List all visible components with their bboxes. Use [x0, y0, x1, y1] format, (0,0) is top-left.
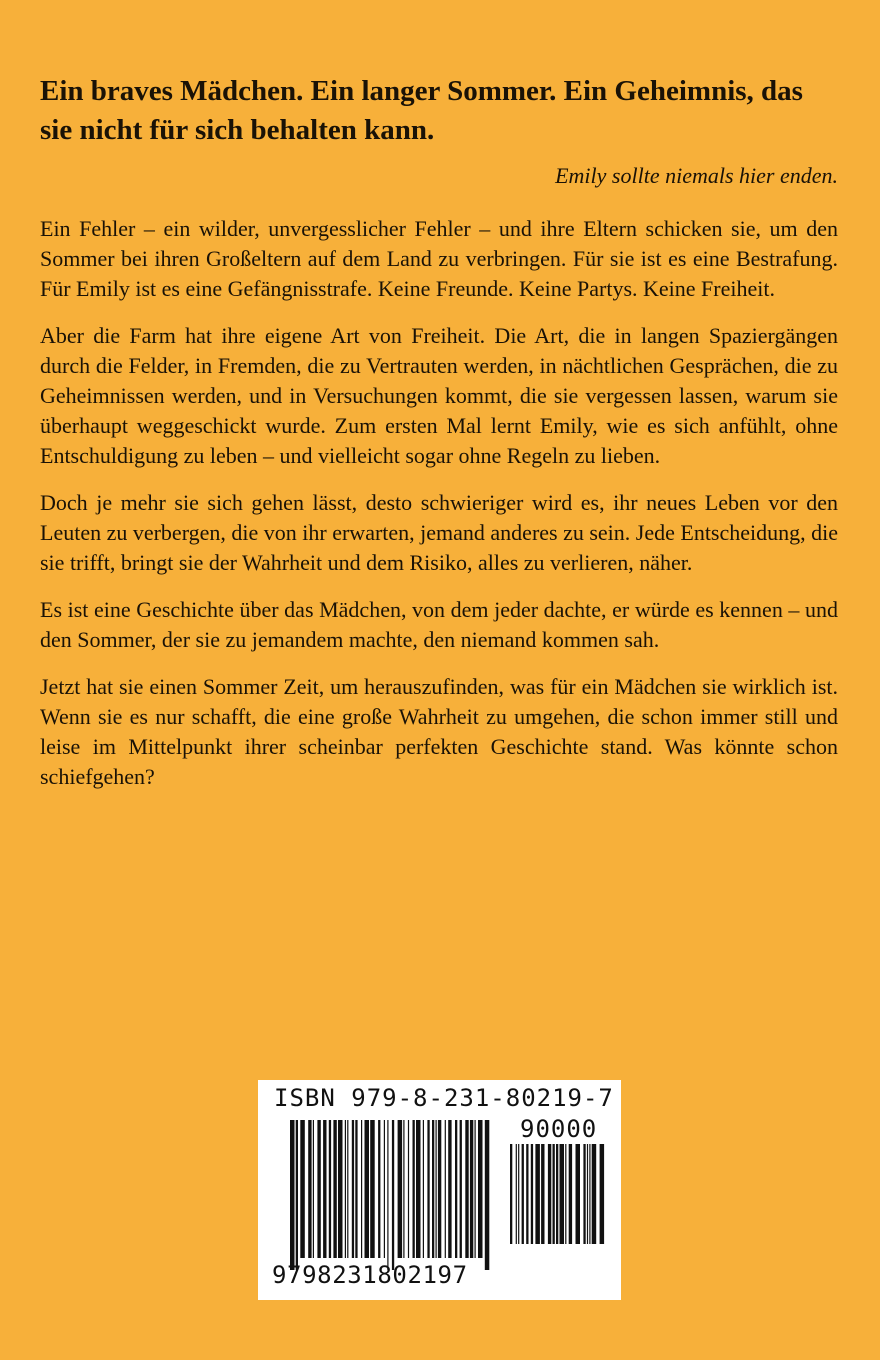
barcode-bar [560, 1144, 565, 1244]
barcode-bar [347, 1120, 348, 1258]
blurb-paragraph: Es ist eine Geschichte über das Mädchen, von dem jeder dachte, er würde es kennen – und den Sommer, der sie zu jemandem machte, den niemand kommen sah. [40, 597, 838, 652]
barcode-bar [323, 1120, 326, 1258]
barcode-bar [548, 1144, 551, 1244]
barcode-bar [432, 1120, 434, 1258]
blurb-paragraph: Doch je mehr sie sich gehen lässt, desto schwieriger wird es, ihr neues Leben vor den Leuten zu verbergen, die von ihr erwarten, jemand anderes zu sein. Jede Entscheidung, die sie trifft, bringt sie der Wahrheit und dem Risiko, alles zu verlieren, näher. [40, 490, 839, 575]
barcode-bar [423, 1120, 424, 1258]
barcode-bar [516, 1144, 517, 1244]
barcode-bar [317, 1120, 320, 1258]
barcode-bar [413, 1120, 415, 1258]
barcode-bar [470, 1120, 473, 1258]
blurb-tagline: Emily sollte niemals hier enden. [555, 163, 838, 188]
ean-barcode-bars [290, 1120, 490, 1270]
barcode-bar [600, 1144, 605, 1244]
barcode-bar [290, 1120, 295, 1270]
barcode-bar [465, 1120, 468, 1258]
barcode-bar [475, 1120, 476, 1258]
barcode-bar [455, 1120, 457, 1258]
barcode-bar [556, 1144, 558, 1244]
barcode-bar [355, 1120, 357, 1258]
barcode-bar [583, 1144, 585, 1244]
barcode-bar [589, 1144, 590, 1244]
barcode-bar [345, 1120, 346, 1258]
barcode-bar [541, 1144, 544, 1244]
barcode-bar [526, 1144, 528, 1244]
barcode-bar [531, 1144, 533, 1244]
barcode-bar [352, 1120, 354, 1258]
barcode-bar [438, 1120, 441, 1258]
blurb-paragraph: Aber die Farm hat ihre eigene Art von Freiheit. Die Art, die in langen Spaziergängen durch die Felder, in Fremden, die zu Vertrauten werden, in nächtlichen Gesprächen, die zu Geheimnissen werden, und in Versuchungen kommt, die sie vergessen lassen, warum sie überhaupt weggeschickt wurde. Zum ersten Mal lernt Emily, wie es sich anfühlt, ohne Entschuldigung zu leben – und vielleicht sogar ohne Regeln zu lieben. [40, 323, 838, 468]
barcode-bar [576, 1144, 581, 1244]
barcode-bar [510, 1144, 512, 1244]
barcode-bar [416, 1120, 421, 1258]
barcode-bar [592, 1144, 597, 1244]
barcode-bar [569, 1144, 572, 1244]
barcode-bar [522, 1144, 524, 1244]
barcode-bar [448, 1120, 451, 1258]
barcode-bar [587, 1144, 588, 1244]
barcode-bar [398, 1120, 403, 1258]
barcode-bar [436, 1120, 437, 1258]
barcode-bar [384, 1120, 385, 1258]
barcode-bar [296, 1120, 298, 1270]
addon-barcode-bars [510, 1144, 605, 1256]
blurb-headline: Ein braves Mädchen. Ein langer Sommer. Ein Geheimnis, das sie nicht für sich behalten kann. [40, 75, 803, 146]
isbn-barcode-block [258, 1080, 621, 1300]
barcode-bar [518, 1144, 519, 1244]
barcode-bar [365, 1120, 370, 1258]
barcode-bar [478, 1120, 483, 1258]
barcode-bar [485, 1120, 490, 1270]
barcode-bar [333, 1120, 336, 1258]
barcode-bar [361, 1120, 362, 1258]
barcode-bar [300, 1120, 305, 1258]
barcode-bar [408, 1120, 409, 1258]
barcode-bar [308, 1120, 311, 1258]
barcode-bar [427, 1120, 429, 1258]
barcode-bar [392, 1120, 394, 1270]
blurb-paragraph: Ein Fehler – ein wilder, unvergesslicher Fehler – und ihre Eltern schicken sie, um den Sommer bei ihren Großeltern auf dem Land zu verbringen. Für sie ist es eine Bestrafung. Für Emily ist es eine Gefängnisstrafe. Keine Freunde. Keine Partys. Keine Freiheit. [40, 216, 838, 301]
price-code: 90000 [520, 1115, 598, 1143]
barcode-digits: 9798231802197 [272, 1261, 468, 1289]
blurb-paragraph: Jetzt hat sie einen Sommer Zeit, um herauszufinden, was für ein Mädchen sie wirklich ist. Wenn sie es nur schafft, die eine große Wahrheit zu umgehen, die schon immer still und leise im Mittelpunkt ihrer scheinbar perfekten Geschichte stand. Was könnte schon schiefgehen? [40, 674, 838, 789]
barcode-bar [565, 1144, 566, 1244]
barcode-bar [370, 1120, 375, 1258]
isbn-label: ISBN 979-8-231-80219-7 [274, 1084, 614, 1112]
barcode-bar [338, 1120, 343, 1258]
barcode-bar [460, 1120, 462, 1258]
barcode-bar [553, 1144, 555, 1244]
barcode-bar [403, 1120, 404, 1258]
barcode-bar [387, 1120, 388, 1270]
barcode-bar [313, 1120, 314, 1258]
barcode-bar [378, 1120, 380, 1258]
barcode-bar [329, 1120, 331, 1258]
barcode-bar [445, 1120, 446, 1258]
barcode-bar [535, 1144, 540, 1244]
